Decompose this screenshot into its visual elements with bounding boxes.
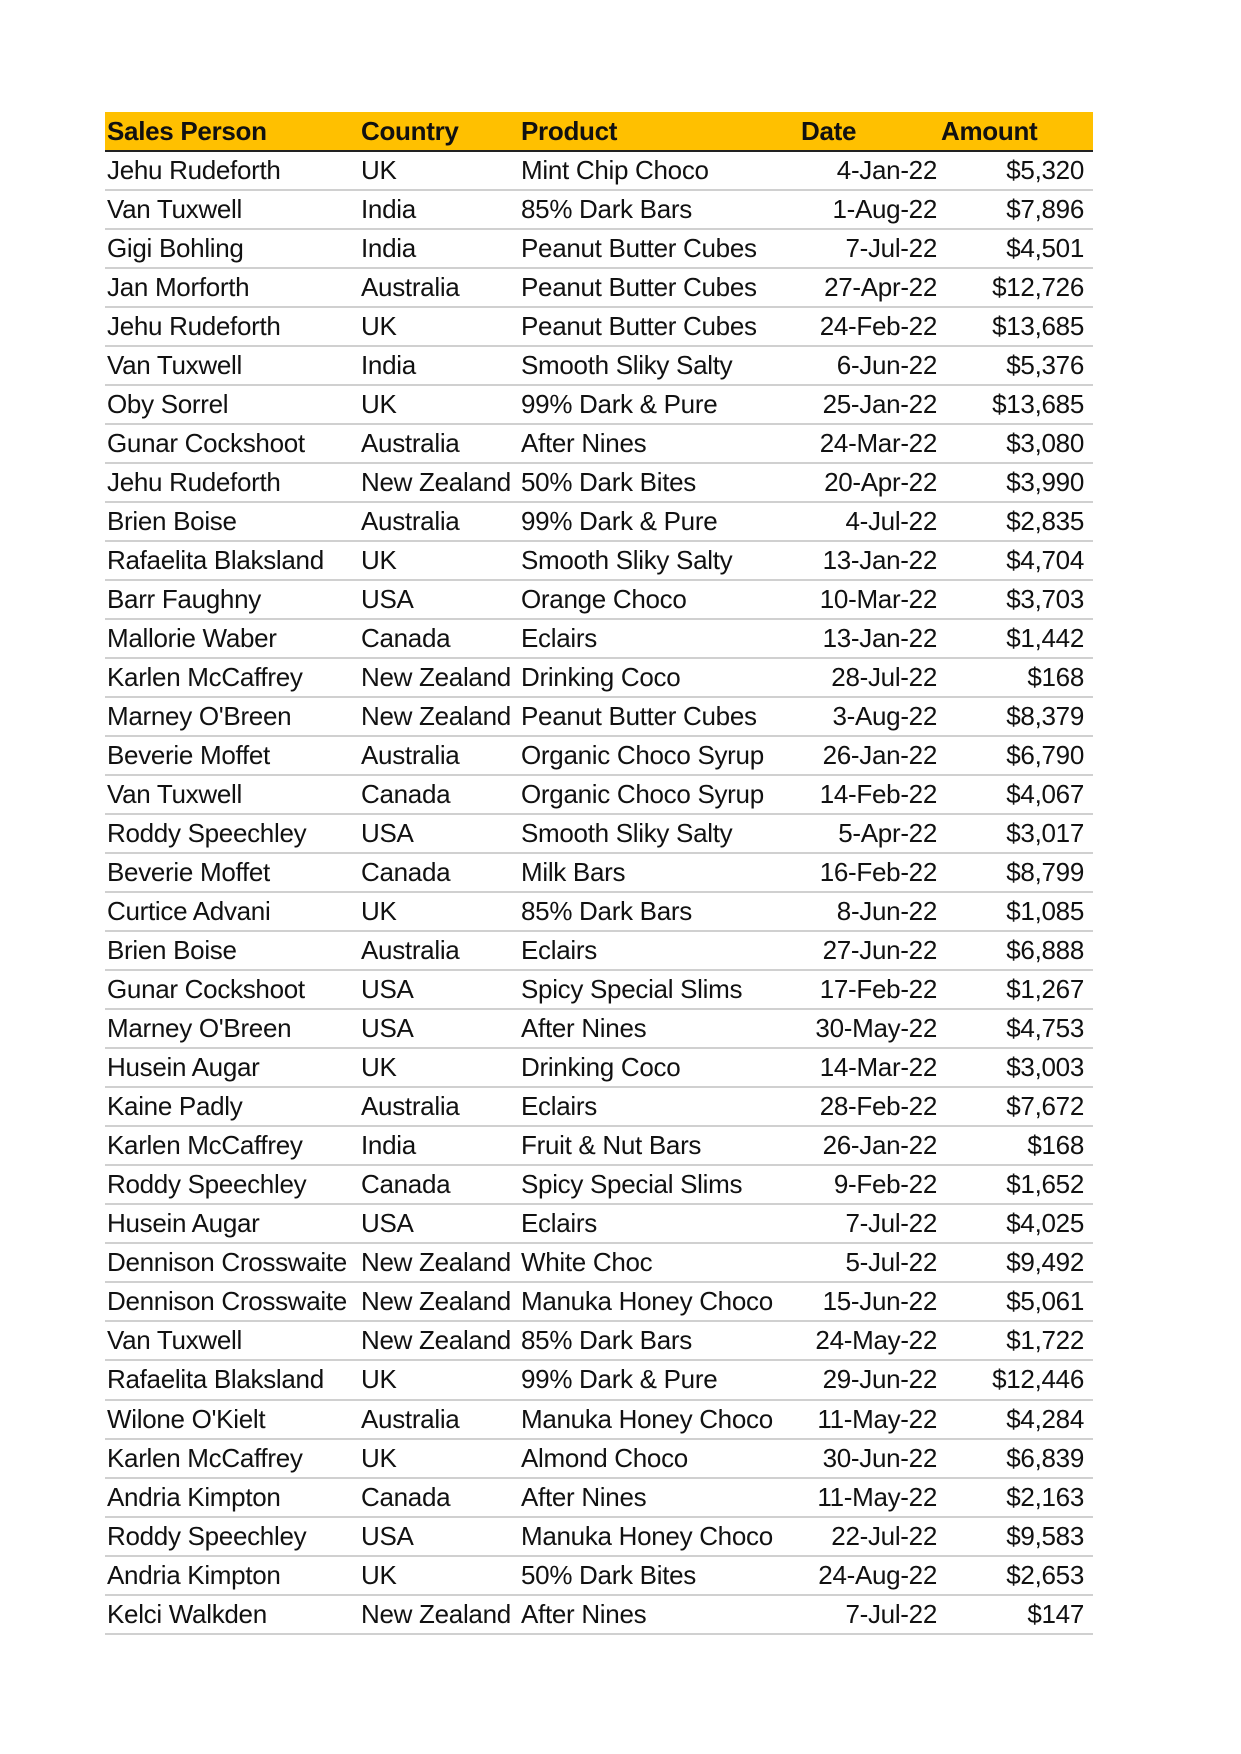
cell-sales-person[interactable]: Van Tuxwell	[107, 350, 242, 381]
table-row	[105, 464, 1093, 503]
table-row	[105, 386, 1093, 425]
cell-sales-person[interactable]: Brien Boise	[107, 935, 237, 966]
cell-country[interactable]: Australia	[361, 740, 460, 771]
header-country[interactable]: Country	[361, 115, 459, 146]
cell-amount[interactable]: $168	[1027, 1130, 1084, 1161]
cell-country[interactable]: UK	[361, 545, 397, 576]
table-row	[105, 308, 1093, 347]
cell-date[interactable]: 26-Jan-22	[822, 740, 937, 771]
cell-sales-person[interactable]: Oby Sorrel	[107, 389, 229, 420]
cell-date[interactable]: 8-Jun-22	[836, 896, 937, 927]
table-row	[105, 542, 1093, 581]
cell-country[interactable]: USA	[361, 818, 414, 849]
cell-sales-person[interactable]: Andria Kimpton	[107, 1481, 281, 1512]
table-row	[105, 425, 1093, 464]
sales-table	[105, 112, 1093, 1635]
cell-amount[interactable]: $2,163	[1006, 1481, 1084, 1512]
table-row	[105, 347, 1093, 386]
table-row	[105, 269, 1093, 308]
cell-amount[interactable]: $1,442	[1006, 623, 1084, 654]
cell-product[interactable]: 50% Dark Bites	[521, 1559, 696, 1590]
table-row	[105, 1010, 1093, 1049]
cell-amount[interactable]: $4,025	[1006, 1208, 1084, 1239]
cell-product[interactable]: Organic Choco Syrup	[521, 740, 764, 771]
cell-product[interactable]: Almond Choco	[521, 1442, 688, 1473]
table-row	[105, 1361, 1093, 1400]
cell-sales-person[interactable]: Gunar Cockshoot	[107, 974, 305, 1005]
cell-sales-person[interactable]: Kelci Walkden	[107, 1598, 267, 1629]
cell-date[interactable]: 11-May-22	[817, 1403, 937, 1434]
cell-country[interactable]: Australia	[361, 272, 460, 303]
table-row	[105, 698, 1093, 737]
table-row	[105, 971, 1093, 1010]
cell-country[interactable]: UK	[361, 155, 397, 185]
cell-sales-person[interactable]: Husein Augar	[107, 1208, 260, 1239]
cell-country[interactable]: New Zealand	[361, 1325, 511, 1356]
cell-country[interactable]: UK	[361, 1559, 397, 1590]
cell-product[interactable]: Drinking Coco	[521, 1052, 681, 1083]
cell-date[interactable]: 14-Feb-22	[819, 779, 937, 810]
cell-amount[interactable]: $13,685	[992, 311, 1084, 342]
cell-amount[interactable]: $6,790	[1006, 740, 1084, 771]
cell-sales-person[interactable]: Van Tuxwell	[107, 779, 242, 810]
cell-date[interactable]: 27-Jun-22	[822, 935, 937, 966]
cell-product[interactable]: Mint Chip Choco	[521, 155, 709, 185]
cell-amount[interactable]: $9,492	[1006, 1247, 1084, 1278]
cell-country[interactable]: USA	[361, 1520, 414, 1551]
cell-amount[interactable]: $168	[1027, 662, 1084, 693]
cell-product[interactable]: 85% Dark Bars	[521, 194, 692, 225]
table-row	[105, 1088, 1093, 1127]
cell-country[interactable]: Australia	[361, 1091, 460, 1122]
cell-product[interactable]: Drinking Coco	[521, 662, 681, 693]
cell-date[interactable]: 25-Jan-22	[822, 389, 937, 420]
cell-amount[interactable]: $1,722	[1006, 1325, 1084, 1356]
cell-date[interactable]: 7-Jul-22	[845, 233, 937, 264]
cell-product[interactable]: Smooth Sliky Salty	[521, 818, 733, 849]
cell-sales-person[interactable]: Karlen McCaffrey	[107, 662, 303, 693]
table-row	[105, 581, 1093, 620]
cell-amount[interactable]: $5,061	[1006, 1286, 1084, 1317]
cell-amount[interactable]: $7,896	[1006, 194, 1084, 225]
cell-amount[interactable]: $3,017	[1006, 818, 1084, 849]
table-row	[105, 1205, 1093, 1244]
cell-amount[interactable]: $12,446	[992, 1364, 1084, 1395]
cell-country[interactable]: India	[361, 1130, 416, 1161]
cell-date[interactable]: 22-Jul-22	[831, 1520, 937, 1551]
cell-product[interactable]: Eclairs	[521, 935, 597, 966]
cell-sales-person[interactable]: Jehu Rudeforth	[107, 155, 281, 185]
cell-amount[interactable]: $6,839	[1006, 1442, 1084, 1473]
table-row	[105, 1440, 1093, 1479]
cell-product[interactable]: 99% Dark & Pure	[521, 1364, 718, 1395]
cell-sales-person[interactable]: Beverie Moffet	[107, 740, 270, 771]
cell-date[interactable]: 24-Feb-22	[819, 311, 937, 342]
cell-amount[interactable]: $3,080	[1006, 428, 1084, 459]
header-product[interactable]: Product	[521, 115, 618, 146]
table-row	[105, 1557, 1093, 1596]
table-row	[105, 893, 1093, 932]
cell-amount[interactable]: $3,990	[1006, 467, 1084, 498]
cell-date[interactable]: 7-Jul-22	[845, 1208, 937, 1239]
cell-date[interactable]: 10-Mar-22	[819, 584, 937, 615]
cell-amount[interactable]: $4,704	[1006, 545, 1084, 576]
cell-product[interactable]: Eclairs	[521, 623, 597, 654]
cell-sales-person[interactable]: Curtice Advani	[107, 896, 271, 927]
cell-sales-person[interactable]: Dennison Crosswaite	[107, 1286, 347, 1317]
cell-amount[interactable]: $1,267	[1006, 974, 1084, 1005]
cell-date[interactable]: 14-Mar-22	[819, 1052, 937, 1083]
table-row	[105, 1518, 1093, 1557]
cell-country[interactable]: UK	[361, 389, 397, 420]
cell-product[interactable]: After Nines	[521, 1013, 647, 1044]
cell-sales-person[interactable]: Roddy Speechley	[107, 1169, 307, 1200]
cell-product[interactable]: 99% Dark & Pure	[521, 389, 718, 420]
table-row	[105, 1401, 1093, 1440]
cell-date[interactable]: 6-Jun-22	[836, 350, 937, 381]
table-row	[105, 815, 1093, 854]
cell-product[interactable]: Manuka Honey Choco	[521, 1403, 773, 1434]
header-date[interactable]: Date	[801, 115, 857, 146]
header-amount[interactable]: Amount	[941, 115, 1038, 146]
table-row	[105, 932, 1093, 971]
cell-date[interactable]: 20-Apr-22	[824, 467, 937, 498]
table-row	[105, 230, 1093, 269]
cell-country[interactable]: Australia	[361, 428, 460, 459]
cell-product[interactable]: After Nines	[521, 1481, 647, 1512]
cell-country[interactable]: UK	[361, 1442, 397, 1473]
cell-country[interactable]: India	[361, 194, 416, 225]
cell-country[interactable]: USA	[361, 974, 414, 1005]
cell-country[interactable]: Australia	[361, 506, 460, 537]
cell-product[interactable]: 99% Dark & Pure	[521, 506, 718, 537]
cell-date[interactable]: 5-Apr-22	[838, 818, 937, 849]
cell-amount[interactable]: $147	[1027, 1598, 1084, 1629]
cell-country[interactable]: New Zealand	[361, 467, 511, 498]
cell-date[interactable]: 4-Jul-22	[845, 506, 937, 537]
cell-amount[interactable]: $4,067	[1006, 779, 1084, 810]
cell-sales-person[interactable]: Jehu Rudeforth	[107, 311, 281, 342]
table-row	[105, 620, 1093, 659]
cell-date[interactable]: 4-Jan-22	[836, 155, 937, 185]
cell-amount[interactable]: $4,284	[1006, 1403, 1084, 1434]
table-header-row	[105, 112, 1093, 152]
cell-product[interactable]: 50% Dark Bites	[521, 467, 696, 498]
table-row	[105, 659, 1093, 698]
cell-sales-person[interactable]: Karlen McCaffrey	[107, 1442, 303, 1473]
cell-sales-person[interactable]: Jan Morforth	[107, 272, 250, 303]
cell-date[interactable]: 13-Jan-22	[822, 623, 937, 654]
cell-sales-person[interactable]: Jehu Rudeforth	[107, 467, 281, 498]
table-row	[105, 1166, 1093, 1205]
cell-amount[interactable]: $12,726	[992, 272, 1084, 303]
cell-date[interactable]: 15-Jun-22	[822, 1286, 937, 1317]
cell-product[interactable]: Fruit & Nut Bars	[521, 1130, 702, 1161]
cell-sales-person[interactable]: Van Tuxwell	[107, 194, 242, 225]
cell-sales-person[interactable]: Wilone O'Kielt	[107, 1403, 266, 1434]
cell-country[interactable]: USA	[361, 1208, 414, 1239]
cell-country[interactable]: UK	[361, 1364, 397, 1395]
cell-country[interactable]: New Zealand	[361, 1286, 511, 1317]
cell-date[interactable]: 26-Jan-22	[822, 1130, 937, 1161]
cell-product[interactable]: Peanut Butter Cubes	[521, 233, 757, 264]
cell-product[interactable]: Manuka Honey Choco	[521, 1286, 773, 1317]
table-row	[105, 737, 1093, 776]
cell-sales-person[interactable]: Gunar Cockshoot	[107, 428, 305, 459]
cell-date[interactable]: 1-Aug-22	[832, 194, 937, 225]
cell-country[interactable]: Australia	[361, 1403, 460, 1434]
cell-product[interactable]: After Nines	[521, 1598, 647, 1629]
cell-amount[interactable]: $2,653	[1006, 1559, 1084, 1590]
cell-amount[interactable]: $3,003	[1006, 1052, 1084, 1083]
cell-country[interactable]: USA	[361, 1013, 414, 1044]
cell-country[interactable]: UK	[361, 896, 397, 927]
table-row	[105, 503, 1093, 542]
cell-sales-person[interactable]: Beverie Moffet	[107, 857, 270, 888]
cell-sales-person[interactable]: Mallorie Waber	[107, 623, 277, 654]
cell-date[interactable]: 5-Jul-22	[845, 1247, 937, 1278]
cell-sales-person[interactable]: Roddy Speechley	[107, 1520, 307, 1551]
cell-amount[interactable]: $1,085	[1006, 896, 1084, 927]
cell-date[interactable]: 24-Mar-22	[819, 428, 937, 459]
table-row	[105, 854, 1093, 893]
table-row	[105, 1283, 1093, 1322]
cell-country[interactable]: Canada	[361, 857, 451, 888]
cell-country[interactable]: India	[361, 350, 416, 381]
header-sales-person[interactable]: Sales Person	[107, 115, 267, 146]
cell-country[interactable]: India	[361, 233, 416, 264]
cell-sales-person[interactable]: Marney O'Breen	[107, 1013, 292, 1044]
cell-country[interactable]: UK	[361, 311, 397, 342]
cell-product[interactable]: Peanut Butter Cubes	[521, 272, 757, 303]
cell-amount[interactable]: $7,672	[1006, 1091, 1084, 1122]
cell-date[interactable]: 30-Jun-22	[822, 1442, 937, 1473]
table-row	[105, 776, 1093, 815]
cell-product[interactable]: 85% Dark Bars	[521, 1325, 692, 1356]
cell-amount[interactable]: $8,799	[1006, 857, 1084, 888]
cell-country[interactable]: New Zealand	[361, 701, 511, 732]
cell-amount[interactable]: $2,835	[1006, 506, 1084, 537]
cell-sales-person[interactable]: Gigi Bohling	[107, 233, 244, 264]
table-row	[105, 1322, 1093, 1361]
cell-amount[interactable]: $5,320	[1006, 155, 1084, 185]
cell-product[interactable]: Manuka Honey Choco	[521, 1520, 773, 1551]
cell-product[interactable]: White Choc	[521, 1247, 653, 1278]
table-row	[105, 152, 1093, 191]
cell-country[interactable]: New Zealand	[361, 1598, 511, 1629]
cell-country[interactable]: UK	[361, 1052, 397, 1083]
cell-sales-person[interactable]: Karlen McCaffrey	[107, 1130, 303, 1161]
cell-country[interactable]: Canada	[361, 779, 451, 810]
cell-sales-person[interactable]: Husein Augar	[107, 1052, 260, 1083]
cell-country[interactable]: Canada	[361, 1481, 451, 1512]
cell-product[interactable]: Organic Choco Syrup	[521, 779, 764, 810]
cell-date[interactable]: 13-Jan-22	[822, 545, 937, 576]
cell-date[interactable]: 28-Jul-22	[831, 662, 937, 693]
cell-date[interactable]: 3-Aug-22	[832, 701, 937, 732]
cell-amount[interactable]: $6,888	[1006, 935, 1084, 966]
cell-date[interactable]: 7-Jul-22	[845, 1598, 937, 1629]
cell-amount[interactable]: $5,376	[1006, 350, 1084, 381]
table-row	[105, 1049, 1093, 1088]
cell-amount[interactable]: $3,703	[1006, 584, 1084, 615]
cell-date[interactable]: 11-May-22	[817, 1481, 937, 1512]
cell-sales-person[interactable]: Andria Kimpton	[107, 1559, 281, 1590]
cell-amount[interactable]: $4,753	[1006, 1013, 1084, 1044]
cell-country[interactable]: New Zealand	[361, 662, 511, 693]
cell-sales-person[interactable]: Barr Faughny	[107, 584, 261, 615]
cell-amount[interactable]: $1,652	[1006, 1169, 1084, 1200]
cell-product[interactable]: Eclairs	[521, 1091, 597, 1122]
cell-product[interactable]: Smooth Sliky Salty	[521, 350, 733, 381]
cell-sales-person[interactable]: Dennison Crosswaite	[107, 1247, 347, 1278]
cell-sales-person[interactable]: Rafaelita Blaksland	[107, 1364, 324, 1395]
cell-amount[interactable]: $9,583	[1006, 1520, 1084, 1551]
cell-country[interactable]: USA	[361, 584, 414, 615]
cell-date[interactable]: 28-Feb-22	[819, 1091, 937, 1122]
cell-date[interactable]: 24-May-22	[815, 1325, 937, 1356]
cell-product[interactable]: Spicy Special Slims	[521, 974, 743, 1005]
table-row	[105, 1127, 1093, 1166]
cell-product[interactable]: Orange Choco	[521, 584, 687, 615]
cell-sales-person[interactable]: Brien Boise	[107, 506, 237, 537]
cell-product[interactable]: Milk Bars	[521, 857, 626, 888]
cell-product[interactable]: Peanut Butter Cubes	[521, 311, 757, 342]
cell-product[interactable]: After Nines	[521, 428, 647, 459]
cell-date[interactable]: 27-Apr-22	[824, 272, 937, 303]
cell-country[interactable]: Canada	[361, 1169, 451, 1200]
table-row	[105, 191, 1093, 230]
cell-product[interactable]: Spicy Special Slims	[521, 1169, 743, 1200]
table-row	[105, 1244, 1093, 1283]
cell-amount[interactable]: $4,501	[1006, 233, 1084, 264]
table-body	[105, 152, 1093, 1635]
cell-sales-person[interactable]: Kaine Padly	[107, 1091, 243, 1122]
cell-date[interactable]: 24-Aug-22	[818, 1559, 937, 1590]
cell-date[interactable]: 17-Feb-22	[819, 974, 937, 1005]
cell-product[interactable]: Eclairs	[521, 1208, 597, 1239]
cell-country[interactable]: New Zealand	[361, 1247, 511, 1278]
cell-date[interactable]: 29-Jun-22	[822, 1364, 937, 1395]
table-row	[105, 1596, 1093, 1635]
cell-sales-person[interactable]: Van Tuxwell	[107, 1325, 242, 1356]
cell-date[interactable]: 16-Feb-22	[819, 857, 937, 888]
cell-sales-person[interactable]: Marney O'Breen	[107, 701, 292, 732]
table-row	[105, 1479, 1093, 1518]
cell-product[interactable]: Smooth Sliky Salty	[521, 545, 733, 576]
cell-country[interactable]: Australia	[361, 935, 460, 966]
cell-amount[interactable]: $13,685	[992, 389, 1084, 420]
cell-sales-person[interactable]: Roddy Speechley	[107, 818, 307, 849]
cell-country[interactable]: Canada	[361, 623, 451, 654]
cell-date[interactable]: 9-Feb-22	[833, 1169, 937, 1200]
cell-product[interactable]: Peanut Butter Cubes	[521, 701, 757, 732]
cell-date[interactable]: 30-May-22	[815, 1013, 937, 1044]
cell-sales-person[interactable]: Rafaelita Blaksland	[107, 545, 324, 576]
cell-product[interactable]: 85% Dark Bars	[521, 896, 692, 927]
cell-amount[interactable]: $8,379	[1006, 701, 1084, 732]
